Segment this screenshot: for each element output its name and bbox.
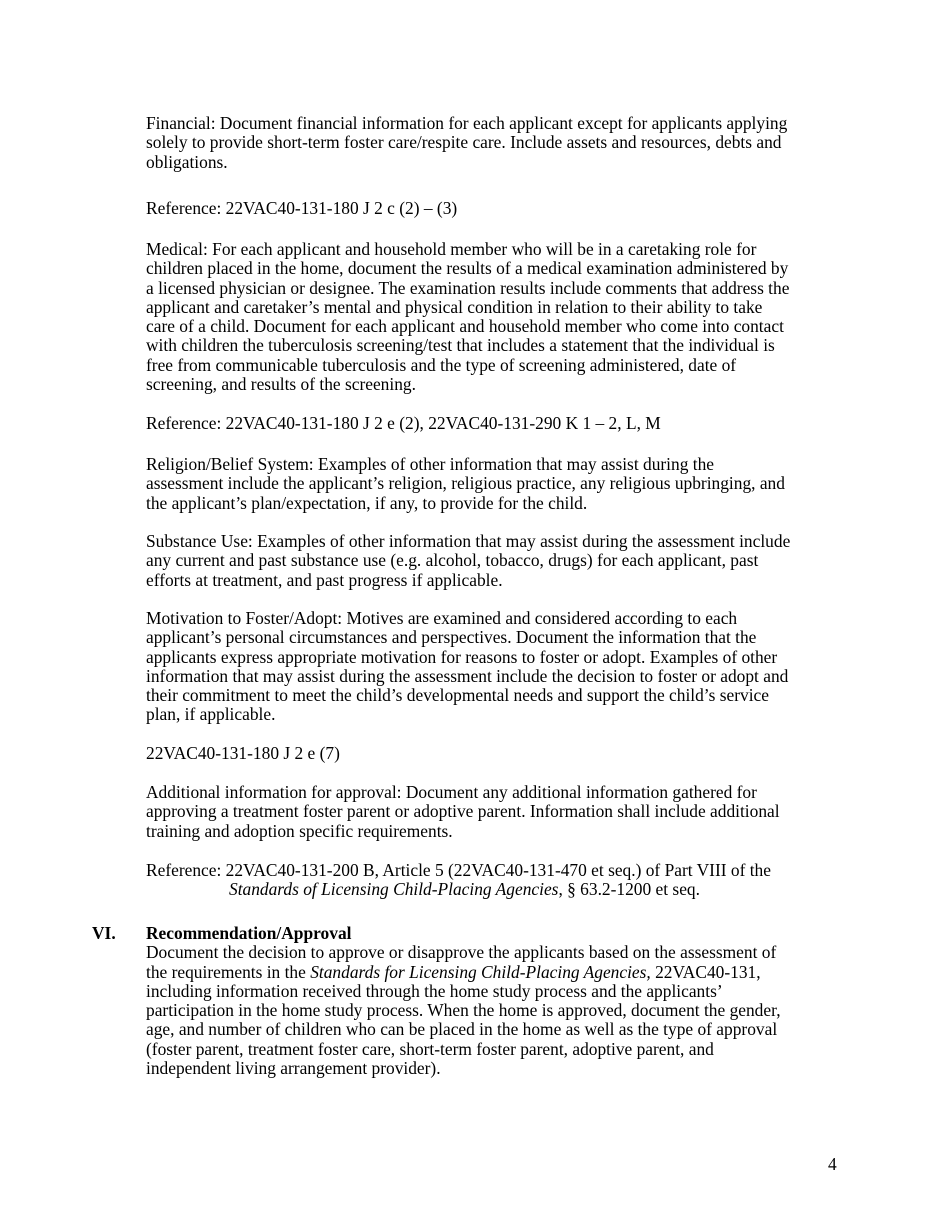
motivation-paragraph bbox=[146, 609, 846, 725]
text-line-with-italic bbox=[146, 963, 846, 982]
reference-text: Reference: 22VAC40-131-180 J 2 c (2) – (3) bbox=[146, 198, 458, 218]
text-line: assessment include the applicant’s religion, religious practice, any religious upbringing, and bbox=[146, 473, 785, 494]
text-line: solely to provide short-term foster care/respite care. Include assets and resources, debts and bbox=[146, 132, 782, 153]
text-line: care of a child. Document for each applicant and household member who come into contact bbox=[146, 316, 784, 337]
text-line: Additional information for approval: Document any additional information gathered for bbox=[146, 782, 757, 802]
standards-title: Standards of Licensing Child-Placing Agencies bbox=[229, 879, 559, 900]
text-line: (foster parent, treatment foster care, short-term foster parent, adoptive parent, and bbox=[146, 1038, 714, 1059]
reference-continuation bbox=[146, 880, 846, 899]
text-line: information that may assist during the assessment include the decision to foster or adopt and bbox=[146, 665, 789, 686]
text-line: free from communicable tuberculosis and the type of screening administered, date of bbox=[146, 354, 737, 375]
text-line: the applicant’s plan/expectation, if any, to provide for the child. bbox=[146, 492, 588, 513]
page-number: 4 bbox=[828, 1154, 837, 1174]
substance-paragraph bbox=[146, 532, 846, 590]
text-line: Substance Use: Examples of other information that may assist during the assessment include bbox=[146, 531, 791, 551]
religion-paragraph bbox=[146, 455, 846, 513]
medical-reference bbox=[146, 414, 846, 433]
text-line: training and adoption specific requirements. bbox=[146, 820, 453, 841]
reference-text: Reference: 22VAC40-131-200 B, Article 5 (22VAC40-131-470 et seq.) of Part VIII of the bbox=[146, 860, 771, 880]
text-line: screening, and results of the screening. bbox=[146, 374, 416, 395]
text-line: a licensed physician or designee. The examination results include comments that address the bbox=[146, 277, 790, 298]
text-line: Medical: For each applicant and household member who will be in a caretaking role for bbox=[146, 239, 757, 259]
text-line: with children the tuberculosis screening/test that includes a statement that the individual is bbox=[146, 335, 775, 356]
text-segment: 22VAC40-131, bbox=[650, 961, 761, 982]
text-line: their commitment to meet the child’s developmental needs and support the child’s service bbox=[146, 685, 769, 706]
section-title: Recommendation/Approval bbox=[146, 923, 352, 943]
reference-text: 22VAC40-131-180 J 2 e (7) bbox=[146, 743, 340, 763]
text-line: plan, if applicable. bbox=[146, 704, 276, 725]
text-line: approving a treatment foster parent or adoptive parent. Information shall include additional bbox=[146, 801, 780, 822]
text-line: applicants express appropriate motivation for reasons to foster or adopt. Examples of other bbox=[146, 646, 778, 667]
text-line: participation in the home study process. When the home is approved, document the gender, bbox=[146, 1000, 781, 1021]
reference-text: Reference: 22VAC40-131-180 J 2 e (2), 22VAC40-131-290 K 1 – 2, L, M bbox=[146, 413, 661, 433]
medical-paragraph bbox=[146, 240, 846, 394]
statute-citation: , § 63.2-1200 et seq. bbox=[558, 879, 700, 900]
text-line: any current and past substance use (e.g. alcohol, tobacco, drugs) for each applicant, past bbox=[146, 550, 759, 571]
section-number: VI. bbox=[92, 923, 116, 943]
text-line: children placed in the home, document the results of a medical examination administered by bbox=[146, 258, 789, 279]
financial-reference bbox=[146, 199, 846, 218]
text-line: Document the decision to approve or disapprove the applicants based on the assessment of bbox=[146, 942, 777, 963]
text-line: Motivation to Foster/Adopt: Motives are examined and considered according to each bbox=[146, 608, 738, 628]
text-line: applicant and caretaker’s mental and physical condition in relation to their ability to take bbox=[146, 296, 763, 317]
additional-paragraph bbox=[146, 783, 846, 841]
text-segment: the requirements in the bbox=[146, 961, 311, 982]
text-line: age, and number of children who can be placed in the home as well as the type of approval bbox=[146, 1019, 778, 1040]
financial-paragraph bbox=[146, 114, 846, 172]
text-line: independent living arrangement provider). bbox=[146, 1058, 441, 1079]
text-line: efforts at treatment, and past progress if applicable. bbox=[146, 569, 503, 590]
text-line: Financial: Document financial information for each applicant except for applicants applying bbox=[146, 113, 788, 133]
text-line: including information received through the home study process and the applicants’ bbox=[146, 980, 723, 1001]
motivation-reference bbox=[146, 744, 846, 763]
recommendation-section bbox=[146, 924, 846, 1078]
text-line: Religion/Belief System: Examples of other information that may assist during the bbox=[146, 454, 714, 474]
additional-reference bbox=[146, 861, 846, 900]
text-line: obligations. bbox=[146, 151, 228, 172]
text-line: applicant’s personal circumstances and perspectives. Document the information that the bbox=[146, 627, 757, 648]
standards-title: Standards for Licensing Child-Placing Agencies, bbox=[310, 961, 651, 982]
